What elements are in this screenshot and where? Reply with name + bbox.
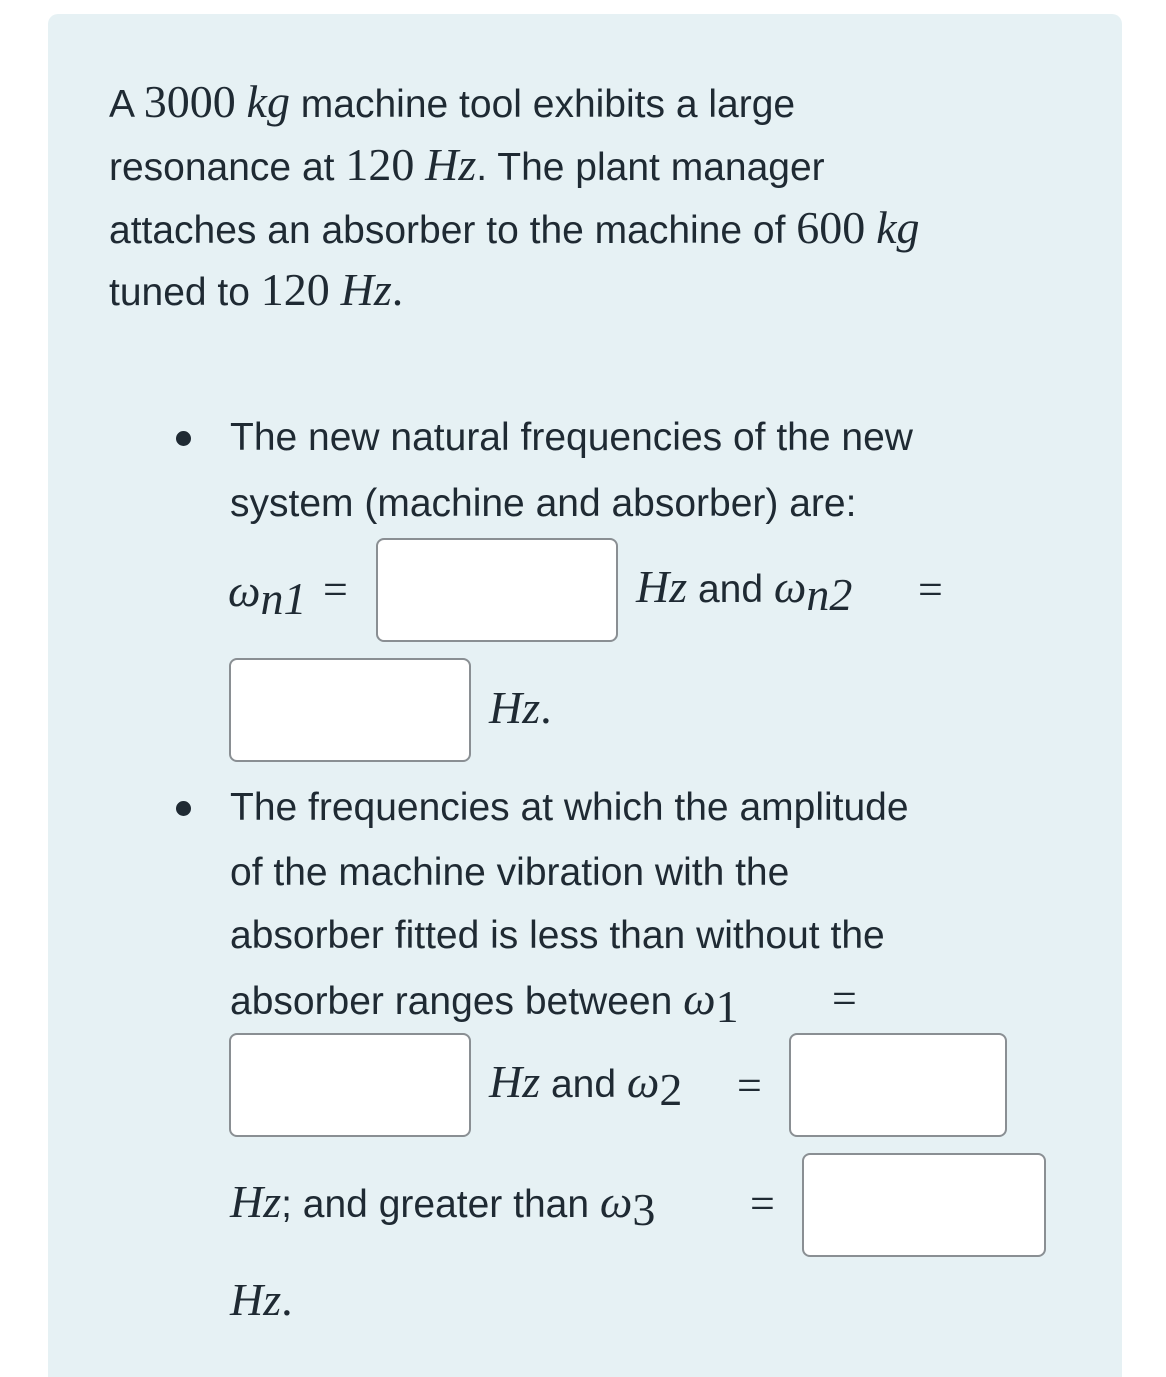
- w2-unit-and-w3-label: Hz; and greater than $\omega_3$: [230, 1176, 656, 1235]
- wn1-equals: =: [323, 565, 348, 614]
- bullet-1: [176, 431, 191, 446]
- w3-equals: =: [750, 1179, 775, 1228]
- wn1-label: $\omega_{n1}$: [228, 565, 307, 624]
- intro-line-3: attaches an absorber to the machine of 600 kg: [109, 202, 920, 253]
- q2-text-line-4: absorber ranges between $\omega_1$: [230, 973, 739, 1032]
- w3-answer-input[interactable]: [802, 1153, 1046, 1257]
- w2-answer-input[interactable]: [789, 1033, 1007, 1137]
- wn2-equals: =: [918, 565, 943, 614]
- bullet-2: [176, 801, 191, 816]
- q2-text-line-1: The frequencies at which the amplitude: [230, 786, 909, 829]
- w3-unit: Hz.: [230, 1274, 293, 1325]
- wn1-unit-and-wn2-label: Hz and $\omega_{n2}$: [636, 561, 853, 620]
- q2-text-line-2: of the machine vibration with the: [230, 851, 790, 894]
- wn1-answer-input[interactable]: [376, 538, 618, 642]
- intro-line-2: resonance at 120 Hz. The plant manager: [109, 139, 825, 190]
- q1-text-line-2: system (machine and absorber) are:: [230, 482, 857, 525]
- intro-line-1: A 3000 kg machine tool exhibits a large: [109, 76, 796, 127]
- w1-answer-input[interactable]: [229, 1033, 471, 1137]
- q1-text-line-1: The new natural frequencies of the new: [230, 416, 913, 459]
- q2-text-line-3: absorber fitted is less than without the: [230, 914, 885, 957]
- wn2-unit: Hz.: [489, 682, 552, 733]
- w1-equals: =: [832, 974, 857, 1023]
- w2-equals: =: [737, 1061, 762, 1110]
- intro-line-4: tuned to 120 Hz.: [109, 264, 404, 315]
- w1-unit-and-w2-label: Hz and $\omega_2$: [489, 1056, 683, 1115]
- wn2-answer-input[interactable]: [229, 658, 471, 762]
